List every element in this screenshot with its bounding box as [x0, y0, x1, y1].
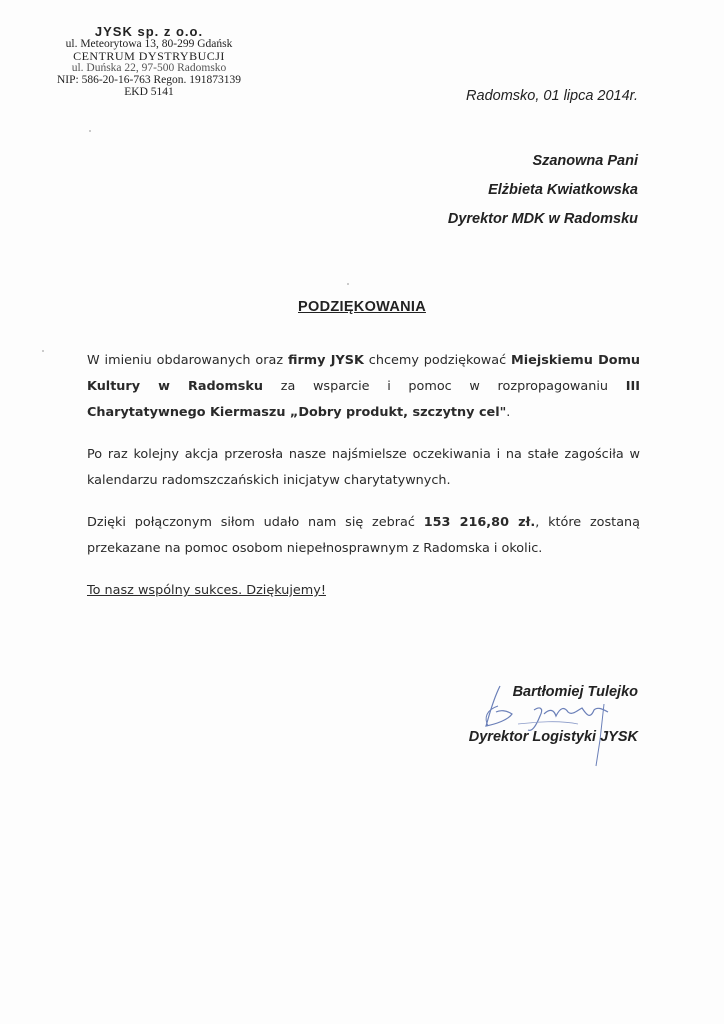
p3-amount: 153 216,80 zł. — [423, 515, 536, 530]
p1-text-1: W imieniu obdarowanych oraz — [87, 353, 288, 368]
scan-speck — [89, 130, 91, 132]
p3-text-2: , które zostaną przekazane na pomoc osobom niepełnosprawnym z Radomska i okolic. — [87, 515, 640, 556]
recipient-title: Dyrektor MDK w Radomsku — [447, 211, 638, 227]
signatory-role: Dyrektor Logistyki JYSK — [468, 729, 638, 745]
paragraph-success: Po raz kolejny akcja przerosła nasze najśmielsze oczekiwania i na stałe zagościła w kalendarzu radomszczańskich inicjatyw charytatywnych. — [87, 447, 640, 488]
stamp-address-2: ul. Duńska 22, 97-500 Radomsko — [71, 62, 227, 74]
p1-text-3: za wsparcie i pomoc w rozpropagowaniu — [263, 379, 626, 394]
paragraph-amount — [87, 510, 640, 562]
p3-text-1: Dzięki połączonym siłom udało nam się zebrać — [87, 515, 424, 530]
stamp-company-name: JYSK sp. z o.o. — [94, 24, 204, 39]
letter-date: Radomsko, 01 lipca 2014r. — [466, 88, 638, 104]
stamp-distribution-center: CENTRUM DYSTRYBUCJI — [73, 49, 225, 63]
scan-speck — [347, 283, 349, 285]
stamp-ekd: EKD 5141 — [124, 86, 174, 98]
recipient-salutation: Szanowna Pani — [532, 153, 638, 169]
stamp-nip-regon: NIP: 586-20-16-763 Regon. 191873139 — [57, 74, 241, 86]
scan-speck — [42, 350, 44, 352]
stamp-address: ul. Meteorytowa 13, 80-299 Gdańsk — [65, 38, 233, 50]
signatory-name: Bartłomiej Tulejko — [512, 684, 638, 700]
letter-body — [87, 348, 640, 620]
paragraph-thanks — [87, 348, 640, 426]
recipient-block — [448, 147, 638, 234]
p1-text-4: . — [506, 405, 511, 420]
letter-title: PODZIĘKOWANIA — [298, 299, 426, 315]
recipient-name: Elżbieta Kwiatkowska — [488, 182, 638, 198]
company-stamp — [44, 26, 254, 98]
p1-text-2: chcemy podziękować — [363, 353, 512, 368]
p1-event: III Charytatywnego Kiermaszu „Dobry produkt, szczytny cel" — [87, 379, 640, 420]
closing-line: To nasz wspólny sukces. Dziękujemy! — [87, 583, 326, 598]
p1-company: firmy JYSK — [287, 353, 364, 368]
p1-institution: Miejskiemu Domu Kultury w Radomsku — [87, 353, 641, 394]
